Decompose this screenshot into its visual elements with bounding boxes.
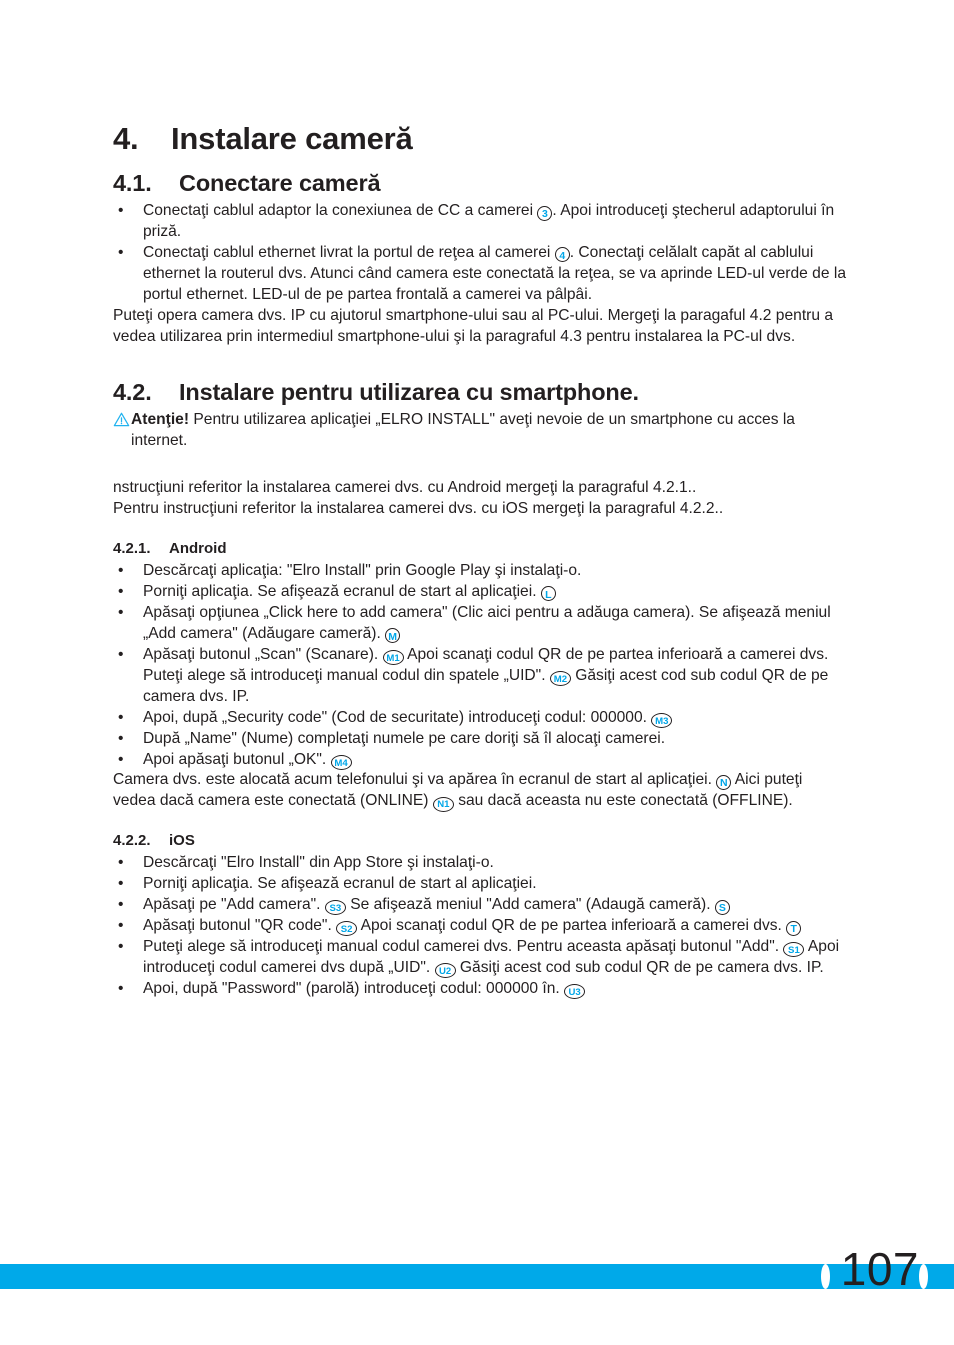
bullet-dot: • (118, 603, 124, 621)
chapter-heading (113, 122, 848, 156)
warning-note (113, 410, 848, 452)
section-41-paragraph: Puteţi opera camera dvs. IP cu ajutorul smartphone-ului sau al PC-ului. Mergeţi la paragaful 4.2 pentru a vedea utilizarea prin intermediul smartphone-ului şi la paragraful 4.3 pentru instalarea la PC-ul dvs. (113, 306, 834, 345)
closing-line-1: Camera dvs. este alocată acum telefonului şi va apărea în ecranul de start al aplicaţiei. (113, 771, 712, 789)
android-closing-paragraph (113, 770, 848, 812)
reference-marker-3: 3 (537, 206, 552, 221)
bullet-text: Apoi, după "Password" (parolă) introduceţi codul: 000000 în. (143, 980, 560, 998)
bullet-text-middle: Apoi scanaţi codul QR de pe partea inferioară a camerei dvs. (360, 917, 782, 935)
bullet-dot: • (118, 244, 124, 262)
closing-line-2: Aici puteţi vedea dacă camera este conectată (ONLINE) (113, 771, 803, 810)
bullet-text: Apăsaţi pe "Add camera". (143, 896, 321, 914)
footer-accent-bar (0, 1264, 954, 1289)
reference-marker-s2: S2 (336, 921, 357, 936)
reference-marker-u3: U3 (564, 984, 585, 999)
section-title-41: Conectare cameră (179, 170, 381, 197)
section-title-421: Android (169, 539, 227, 557)
bullet-text: Porniţi aplicaţia. Se afişează ecranul de start al aplicaţiei. (143, 582, 537, 600)
section-42-intro-line-1: nstrucţiuni referitor la instalarea camerei dvs. cu Android mergeţi la paragraful 4.2.1.. (113, 478, 697, 496)
page-number: 107 (840, 1243, 919, 1295)
reference-marker-l: L (541, 586, 556, 601)
bullet-dot: • (118, 938, 124, 956)
bullet-dot: • (118, 750, 124, 768)
bullet-text: Apăsaţi opţiunea „Click here to add camera" (Clic aici pentru a adăuga camera). Se afişează meniul „Add camera" (Adăugare cameră). (143, 603, 831, 642)
list-item (113, 243, 848, 306)
list-item (113, 979, 848, 1000)
list-item (113, 895, 848, 916)
bullet-text-after: Găsiţi acest cod sub codul QR de pe camera dvs. IP. (143, 666, 829, 705)
list-item (113, 853, 848, 874)
section-number-41: 4.1. (113, 170, 152, 197)
bullet-dot: • (118, 202, 124, 220)
reference-marker-m: M (385, 628, 400, 643)
section-heading-422 (113, 832, 848, 850)
bullet-dot: • (118, 729, 124, 747)
chapter-number: 4. (113, 121, 139, 156)
bullet-dot: • (118, 582, 124, 600)
section-number-421: 4.2.1. (113, 539, 151, 557)
warning-triangle-icon (113, 412, 130, 427)
list-item (113, 874, 848, 895)
reference-marker-n: N (716, 775, 731, 790)
ios-bullet-list (113, 853, 848, 1000)
bullet-text: Apăsaţi butonul "QR code". (143, 917, 332, 935)
section-number-42: 4.2. (113, 378, 152, 405)
bullet-text-middle: Se afişează meniul "Add camera" (Adaugă cameră). (350, 896, 711, 914)
chapter-title: Instalare cameră (171, 121, 413, 156)
reference-marker-4: 4 (555, 247, 570, 262)
list-item (113, 708, 848, 729)
section-heading-42 (113, 379, 848, 406)
list-item (113, 937, 848, 979)
bullet-dot: • (118, 854, 124, 872)
list-item (113, 916, 848, 937)
reference-marker-m3: M3 (651, 713, 672, 728)
list-item (113, 561, 848, 582)
android-bullet-list (113, 561, 848, 771)
bullet-text-after: . Apoi introduceţi ştecherul adaptorului în priză. (143, 202, 835, 241)
page-content (113, 122, 848, 1000)
bullet-text: Apoi apăsaţi butonul „OK". (143, 750, 327, 768)
list-item (113, 201, 848, 243)
bullet-text: Descărcaţi aplicaţia: "Elro Install" prin Google Play şi instalaţi-o. (143, 561, 582, 579)
bullet-text-after: Găsiţi acest cod sub codul QR de pe camera dvs. IP. (459, 959, 824, 977)
bullet-text-middle: Apoi scanaţi codul QR de pe partea inferioară a camerei dvs. Puteţi alege să introduceţi manual codul din spatele „UID". (143, 645, 829, 684)
reference-marker-s: S (715, 900, 730, 915)
bullet-text-before: Conectaţi cablul ethernet livrat la portul de reţea al camerei (143, 244, 551, 262)
reference-marker-m1: M1 (383, 650, 404, 665)
closing-line-3: sau dacă aceasta nu este conectată (OFFLINE). (458, 792, 793, 810)
reference-marker-s1: S1 (783, 942, 804, 957)
list-item (113, 645, 848, 708)
warning-label: Atenţie! (131, 410, 190, 428)
reference-marker-m4: M4 (331, 755, 352, 770)
section-title-42: Instalare pentru utilizarea cu smartphone. (179, 378, 639, 405)
bullet-dot: • (118, 917, 124, 935)
bullet-dot: • (118, 645, 124, 663)
reference-marker-u2: U2 (435, 963, 456, 978)
bullet-text: Puteţi alege să introduceţi manual codul camerei dvs. Pentru aceasta apăsaţi butonul "Add". (143, 938, 780, 956)
section-41-bullet-list (113, 201, 848, 306)
bullet-text-after: . Conectaţi celălalt capăt al cablului ethernet la routerul dvs. Atunci când camera este conectată la reţea, se va aprinde LED-ul verde de la portul ethernet. LED-ul de pe partea frontală a camerei va pâlpâi. (143, 244, 846, 303)
bullet-text: Porniţi aplicaţia. Se afişează ecranul de start al aplicaţiei. (143, 875, 537, 893)
section-heading-41 (113, 170, 848, 197)
section-42-intro-line-2: Pentru instrucţiuni referitor la instalarea camerei dvs. cu iOS mergeţi la paragraful 4.2.2.. (113, 499, 724, 517)
section-number-422: 4.2.2. (113, 832, 151, 850)
section-title-422: iOS (169, 832, 195, 850)
bullet-dot: • (118, 875, 124, 893)
bullet-text: Descărcaţi "Elro Install" din App Store şi instalaţi-o. (143, 854, 494, 872)
bullet-dot: • (118, 561, 124, 579)
bullet-dot: • (118, 980, 124, 998)
warning-text: Pentru utilizarea aplicaţiei „ELRO INSTALL" aveţi nevoie de un smartphone cu acces la internet. (131, 410, 795, 449)
page-number-gap-left (821, 1264, 830, 1289)
list-item (113, 582, 848, 603)
reference-marker-n1: N1 (433, 797, 454, 812)
list-item (113, 750, 848, 771)
bullet-text: După „Name" (Nume) completaţi numele pe care doriţi să îl alocaţi camerei. (143, 729, 666, 747)
list-item (113, 603, 848, 645)
bullet-text-middle: Apoi introduceţi codul camerei dvs după „UID". (143, 938, 840, 977)
bullet-text: Apoi, după „Security code" (Cod de securitate) introduceţi codul: 000000. (143, 708, 647, 726)
bullet-text: Apăsaţi butonul „Scan" (Scanare). (143, 645, 379, 663)
bullet-text-before: Conectaţi cablul adaptor la conexiunea de CC a camerei (143, 202, 534, 220)
reference-marker-t: T (786, 921, 801, 936)
bullet-dot: • (118, 708, 124, 726)
list-item (113, 729, 848, 750)
reference-marker-m2: M2 (550, 671, 571, 686)
reference-marker-s3: S3 (325, 900, 346, 915)
section-heading-421 (113, 540, 848, 558)
bullet-dot: • (118, 896, 124, 914)
page-number-gap-right (919, 1264, 928, 1289)
